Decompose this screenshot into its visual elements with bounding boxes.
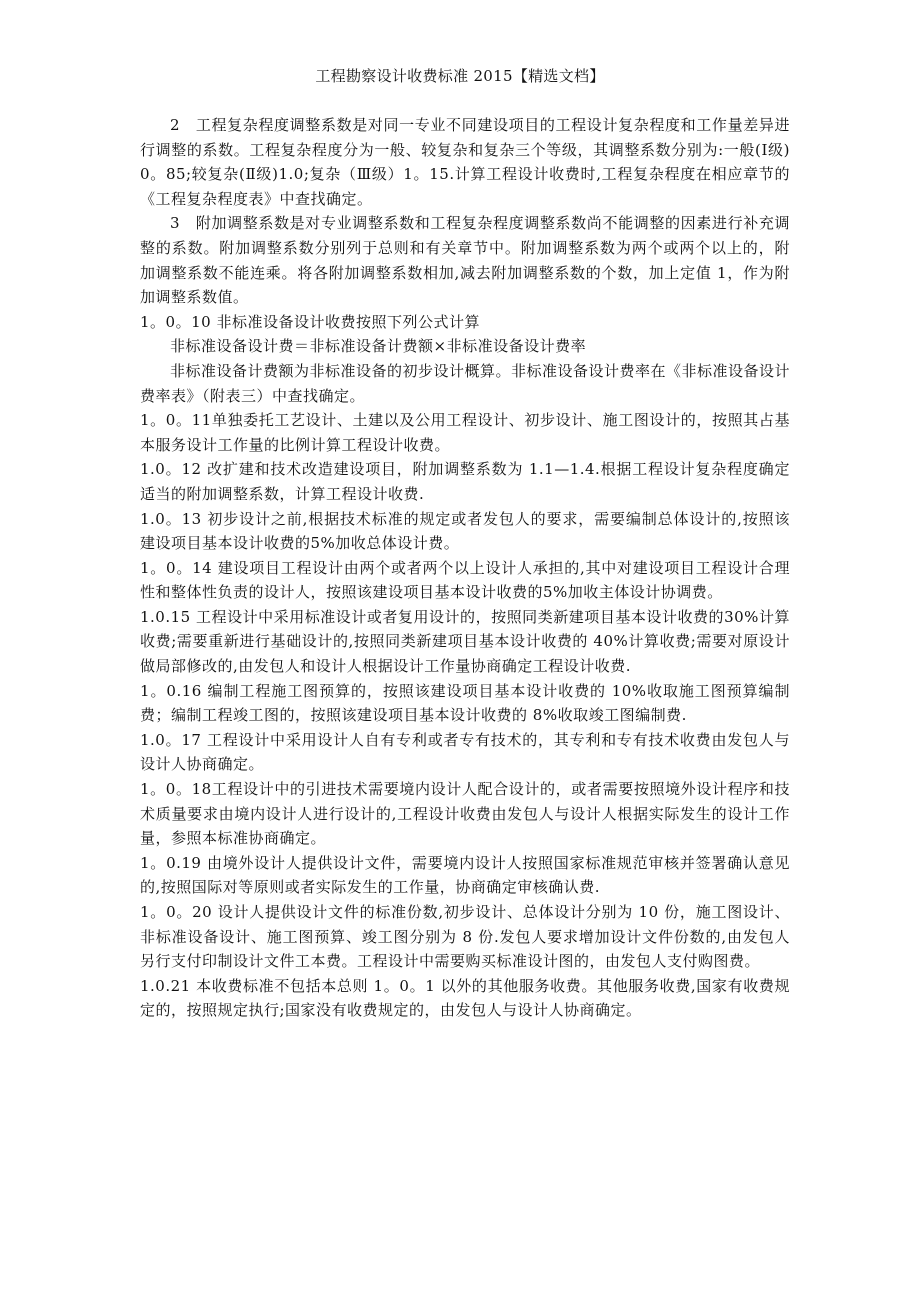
clause-1-0-20: 1。0。20 设计人提供设计文件的标准份数,初步设计、总体设计分别为 10 份，施工图设计、非标准设备设计、施工图预算、竣工图分别为 8 份.发包人要求增加设计文件份数的,由发包人另行支付印制设计文件工本费。工程设计中需要购买标准设计图的，由发包人支付购图费。 (140, 903, 790, 971)
formula-nonstandard-equipment-fee: 非标准设备设计费＝非标准设备计费额×非标准设备设计费率 (170, 337, 587, 356)
paragraph-nonstandard-equipment-basis: 非标准设备计费额为非标准设备的初步设计概算。非标准设备设计费率在《非标准设备设计费率表》（附表三）中查找确定。 (140, 361, 791, 405)
clause-1-0-16: 1。0.16 编制工程施工图预算的，按照该建设项目基本设计收费的 10%收取施工图预算编制费；编制工程竣工图的，按照该建设项目基本设计收费的 8%收取竣工图编制费. (140, 681, 790, 725)
paragraph-complexity-coefficient: 2 工程复杂程度调整系数是对同一专业不同建设项目的工程设计复杂程度和工作量差异进行调整的系数。工程复杂程度分为一般、较复杂和复杂三个等级，其调整系数分别为:一般(Ⅰ级)0。85;较复杂(Ⅱ级)1.0;复杂（Ⅲ级）1。15.计算工程设计收费时,工程复杂程度在相应章节的《工程复杂程度表》中查找确定。 (140, 116, 790, 208)
clause-1-0-13: 1.0。13 初步设计之前,根据技术标准的规定或者发包人的要求，需要编制总体设计的,按照该建设项目基本设计收费的5%加收总体设计费。 (140, 509, 790, 553)
clause-1-0-10: 1。0。10 非标准设备设计收费按照下列公式计算 (140, 312, 480, 331)
clause-1-0-19: 1。0.19 由境外设计人提供设计文件，需要境内设计人按照国家标准规范审核并签署确认意见的,按照国际对等原则或者实际发生的工作量，协商确定审核确认费. (140, 853, 790, 897)
clause-1-0-18: 1。0。18工程设计中的引进技术需要境内设计人配合设计的，或者需要按照境外设计程序和技术质量要求由境内设计人进行设计的,工程设计收费由发包人与设计人根据实际发生的设计工作量，参照本标准协商确定。 (140, 780, 790, 848)
clause-1-0-11: 1。0。11单独委托工艺设计、土建以及公用工程设计、初步设计、施工图设计的，按照其占基本服务设计工作量的比例计算工程设计收费。 (140, 411, 790, 454)
clause-1-0-12: 1.0。12 改扩建和技术改造建设项目，附加调整系数为 1.1—1.4.根据工程设计复杂程度确定适当的附加调整系数，计算工程设计收费. (140, 460, 790, 503)
paragraph-additional-coefficient: 3 附加调整系数是对专业调整系数和工程复杂程度调整系数尚不能调整的因素进行补充调整的系数。附加调整系数分别列于总则和有关章节中。附加调整系数为两个或两个以上的，附加调整系数不能连乘。将各附加调整系数相加,减去附加调整系数的个数，加上定值 1，作为附加调整系数值。 (140, 214, 790, 307)
clause-1-0-15: 1.0.15 工程设计中采用标准设计或者复用设计的，按照同类新建项目基本设计收费的30%计算收费;需要重新进行基础设计的,按照同类新建项目基本设计收费的 40%计算收费;需要对原设计做局部修改的,由发包人和设计人根据设计工作量协商确定工程设计收费. (140, 607, 790, 676)
clause-1-0-14: 1。0。14 建设项目工程设计由两个或者两个以上设计人承担的,其中对建设项目工程设计合理性和整体性负责的设计人，按照该建设项目基本设计收费的5%加收主体设计协调费。 (140, 558, 790, 602)
document-body (140, 113, 790, 1023)
clause-1-0-21: 1.0.21 本收费标准不包括本总则 1。0。1 以外的其他服务收费。其他服务收费,国家有收费规定的，按照规定执行;国家没有收费规定的，由发包人与设计人协商确定。 (140, 976, 790, 1020)
document-title: 工程勘察设计收费标准 2015【精选文档】 (315, 67, 605, 85)
clause-1-0-17: 1.0。17 工程设计中采用设计人自有专利或者专有技术的，其专利和专有技术收费由发包人与设计人协商确定。 (140, 730, 790, 774)
